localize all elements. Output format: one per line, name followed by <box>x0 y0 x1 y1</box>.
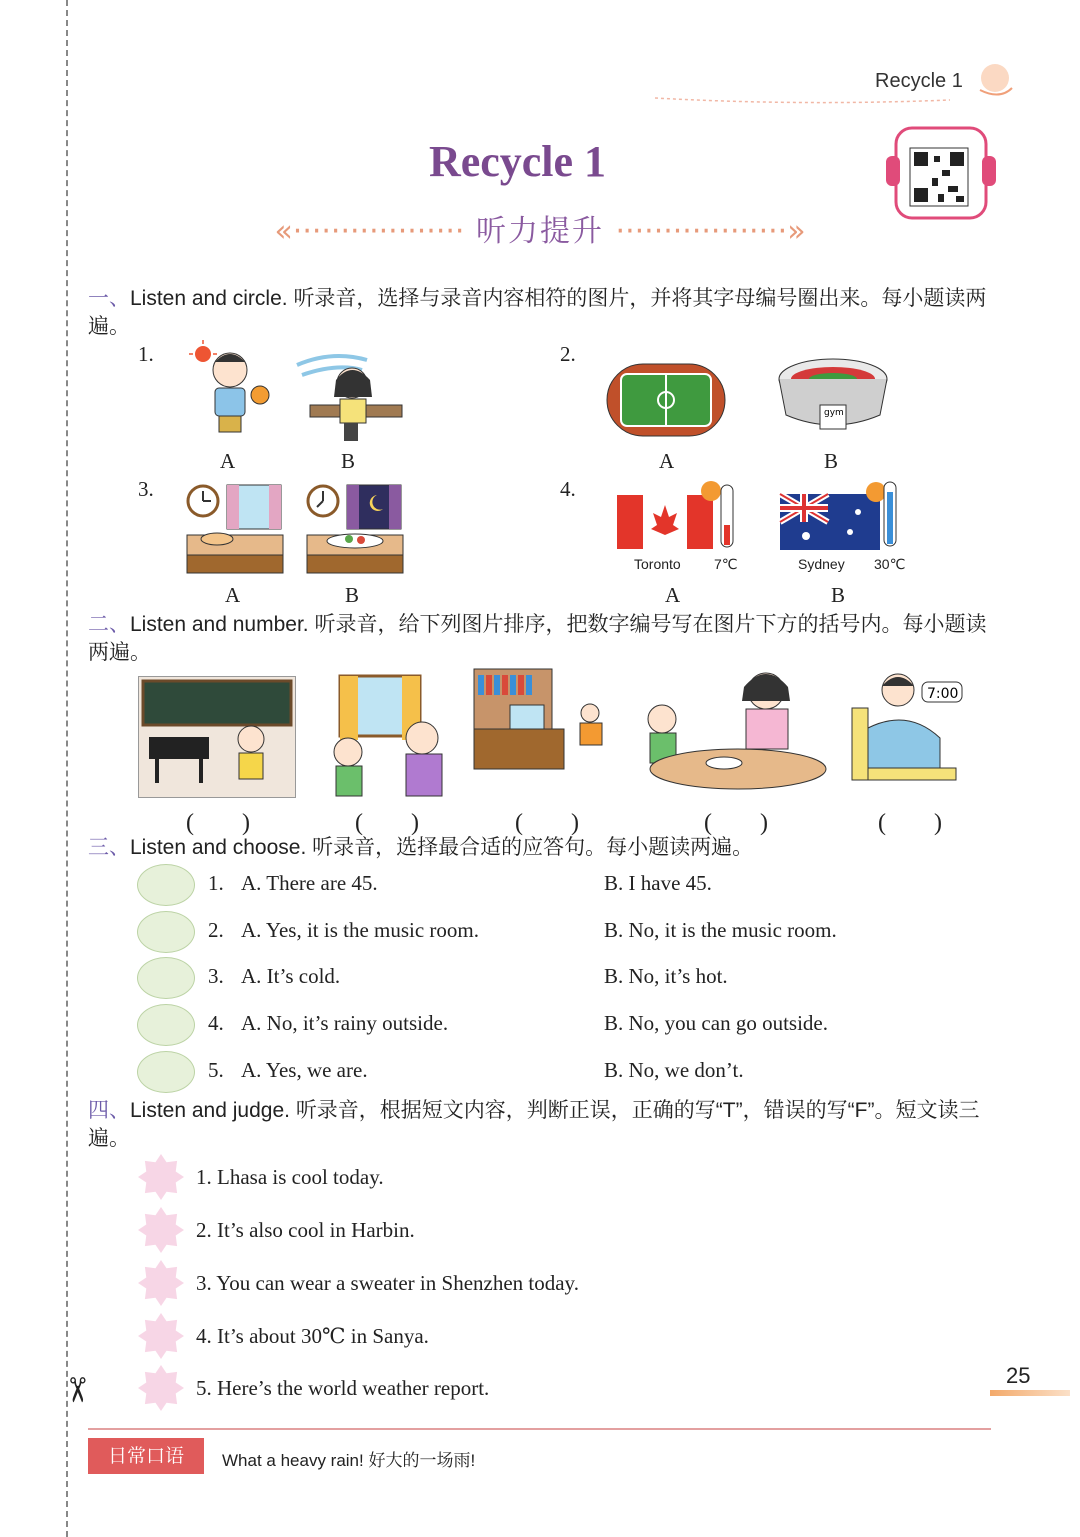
sydney-temp: 30℃ <box>874 556 906 572</box>
section2-instruction-cn: 听录音，给下列图片排序，把数字编号写在图片下方的括号内。每小题读两遍。 <box>88 613 987 664</box>
answer-paren-5[interactable]: ( ) <box>878 810 942 836</box>
section1-number: 一、 <box>88 287 130 310</box>
section2-instruction-en: Listen and number. <box>130 613 309 636</box>
s3-q5-option-b[interactable]: B. No, we don’t. <box>604 1058 744 1082</box>
daily-phrase-badge: 日常口语 <box>88 1438 204 1474</box>
window-classroom-picture <box>318 672 450 800</box>
section4-instruction-cn: 听录音，根据短文内容，判断正误，正确的写“T”，错误的写“F”。短文读三遍。 <box>88 1099 980 1150</box>
s4-item-5: 5. Here’s the world weather report. <box>196 1376 490 1400</box>
s3-q1-option-a[interactable]: A. There are 45. <box>241 871 378 895</box>
scissors-icon: ✂ <box>56 1375 97 1405</box>
breakfast-morning-picture[interactable] <box>185 483 285 575</box>
s3-q4-option-a[interactable]: A. No, it’s rainy outside. <box>241 1011 449 1035</box>
s1-q3-label-a[interactable]: A <box>225 583 241 607</box>
s3-q4-option-b[interactable]: B. No, you can go outside. <box>604 1011 828 1035</box>
clock-time: 7:00 <box>927 686 959 702</box>
toronto-temp: 7℃ <box>714 556 738 572</box>
section4-heading <box>88 1097 998 1153</box>
s3-q2-number: 2. <box>208 918 224 942</box>
subtitle-text: 听力提升 <box>476 214 604 249</box>
daily-phrase-text: What a heavy rain! 好大的一场雨! <box>222 1451 476 1470</box>
s1-q1-label-a[interactable]: A <box>220 449 236 473</box>
section-subtitle: «·················· 听力提升 ··················» <box>274 214 806 249</box>
header-ornament <box>650 60 1020 110</box>
section4-number: 四、 <box>88 1099 130 1122</box>
section2-heading <box>88 611 998 667</box>
judge-star-4[interactable] <box>138 1313 184 1359</box>
s3-q2-option-b[interactable]: B. No, it is the music room. <box>604 918 837 942</box>
s3-q2-option-a[interactable]: A. Yes, it is the music room. <box>241 918 480 942</box>
bedroom-morning-picture <box>848 668 966 788</box>
dining-room-picture <box>638 667 828 792</box>
gym-picture[interactable] <box>776 355 891 440</box>
section2-number: 二、 <box>88 613 130 636</box>
answer-bubble-3[interactable] <box>137 957 195 999</box>
answer-bubble-2[interactable] <box>137 911 195 953</box>
answer-bubble-1[interactable] <box>137 864 195 906</box>
toronto-label: Toronto <box>634 556 681 572</box>
s1-q2-label-a[interactable]: A <box>659 449 675 473</box>
s4-item-1: 1. Lhasa is cool today. <box>196 1165 384 1189</box>
s3-q1-option-b[interactable]: B. I have 45. <box>604 871 712 895</box>
page-number: 25 <box>1006 1363 1031 1388</box>
answer-paren-3[interactable]: ( ) <box>515 810 579 836</box>
s1-q4-number: 4. <box>560 477 576 501</box>
gym-label: gym <box>824 408 844 418</box>
section1-heading <box>88 285 998 341</box>
s4-item-4: 4. It’s about 30℃ in Sanya. <box>196 1324 429 1348</box>
judge-star-3[interactable] <box>138 1260 184 1306</box>
s3-q1-number: 1. <box>208 871 224 895</box>
answer-bubble-4[interactable] <box>137 1004 195 1046</box>
music-room-picture <box>138 676 296 798</box>
section4-instruction-en: Listen and judge. <box>130 1099 290 1122</box>
section3-heading <box>88 834 998 862</box>
section1-instruction-cn: 听录音，选择与录音内容相符的图片，并将其字母编号圈出来。每小题读两遍。 <box>88 287 987 338</box>
australia-hot-picture[interactable] <box>778 472 903 554</box>
s1-q4-label-b[interactable]: B <box>831 583 846 607</box>
page-title: Recycle 1 <box>428 137 607 186</box>
s1-q4-label-a[interactable]: A <box>665 583 681 607</box>
s3-q3-option-a[interactable]: A. It’s cold. <box>241 964 341 988</box>
canada-cold-picture[interactable] <box>615 475 740 555</box>
answer-paren-2[interactable]: ( ) <box>355 810 419 836</box>
section3-instruction-en: Listen and choose. <box>130 836 307 859</box>
dinner-night-picture[interactable] <box>305 483 405 575</box>
section3-instruction-cn: 听录音，选择最合适的应答句。每小题读两遍。 <box>312 836 754 859</box>
answer-bubble-5[interactable] <box>137 1051 195 1093</box>
s3-q5-number: 5. <box>208 1058 224 1082</box>
section3-number: 三、 <box>88 836 130 859</box>
boy-hot-picture[interactable] <box>185 340 275 445</box>
answer-paren-4[interactable]: ( ) <box>704 810 768 836</box>
s4-item-3: 3. You can wear a sweater in Shenzhen today. <box>196 1271 579 1295</box>
header-tag: Recycle 1 <box>875 70 963 92</box>
s3-q4-number: 4. <box>208 1011 224 1035</box>
s4-item-2: 2. It’s also cool in Harbin. <box>196 1218 415 1242</box>
judge-star-2[interactable] <box>138 1207 184 1253</box>
s1-q1-label-b[interactable]: B <box>341 449 356 473</box>
s3-q3-option-b[interactable]: B. No, it’s hot. <box>604 964 728 988</box>
section1-instruction-en: Listen and circle. <box>130 287 288 310</box>
page-number-bar <box>990 1390 1070 1396</box>
s1-q1-number: 1. <box>138 342 154 366</box>
s1-q3-number: 3. <box>138 477 154 501</box>
s1-q2-label-b[interactable]: B <box>824 449 839 473</box>
sydney-label: Sydney <box>798 556 845 572</box>
girl-windy-picture[interactable] <box>292 345 407 445</box>
answer-paren-1[interactable]: ( ) <box>186 810 250 836</box>
s3-q5-option-a[interactable]: A. Yes, we are. <box>241 1058 368 1082</box>
s1-q3-label-b[interactable]: B <box>345 583 360 607</box>
library-computer-picture <box>472 667 622 777</box>
football-field-picture[interactable] <box>605 360 727 440</box>
judge-star-5[interactable] <box>138 1365 184 1411</box>
s1-q2-number: 2. <box>560 342 576 366</box>
s3-q3-number: 3. <box>208 964 224 988</box>
judge-star-1[interactable] <box>138 1154 184 1200</box>
footer-divider <box>88 1428 991 1430</box>
